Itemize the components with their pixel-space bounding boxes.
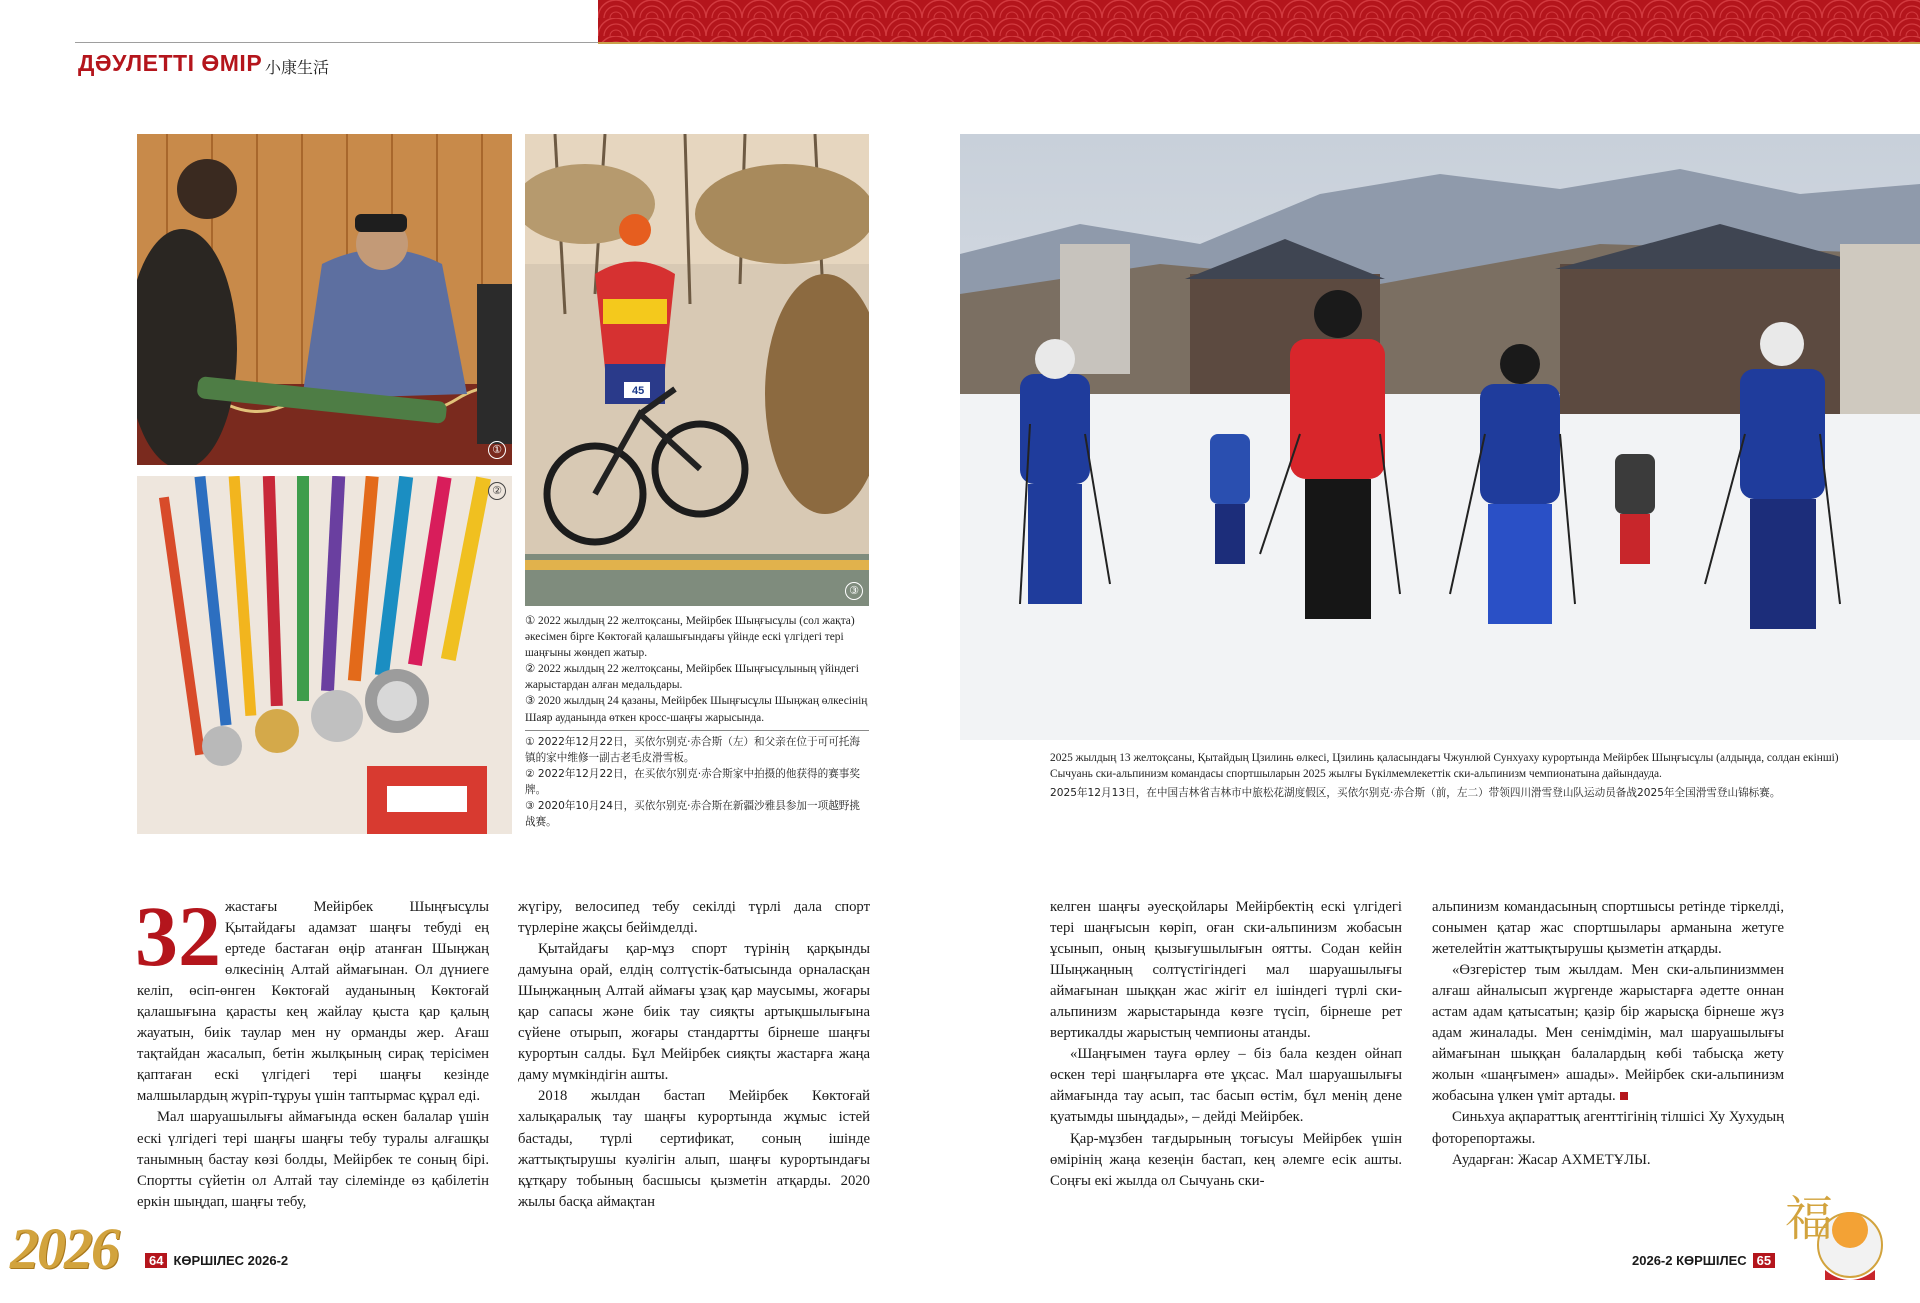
article-column-1	[135, 888, 489, 1213]
dropcap-number: 32	[135, 888, 221, 984]
wave-pattern-icon	[598, 0, 1920, 42]
end-of-article-icon	[1620, 1092, 1628, 1100]
article-paragraph: Мал шаруашылығы аймағында өскен балалар үшін ескі үлгідегі тері шаңғы шаңғы тебу туралы алғашқы танымның бастау көзі болды, Мейірбек те соның бірі. Спортты сүйетін ол Алтай тау сілемінде өз қабілетін еркін шыңдап, шаңғы тебу,	[137, 1109, 489, 1210]
header-red-band	[598, 0, 1920, 42]
header-gold-line	[598, 42, 1920, 44]
article-column-3	[1050, 897, 1402, 1192]
photo-number-1: ①	[488, 441, 506, 459]
caption-kz-2: ② 2022 жылдың 22 желтоқсаны, Мейірбек Шыңғысұлының үйіндегі жарыстардан алған медальдары.	[525, 663, 859, 692]
article-quote-text: «Өзгерістер тым жылдам. Мен ски-альпинизммен алғаш айналысып жүргенде жарыстарға әдетте оннан астам адам қатысатын; қазір бір жарысқа бірнеше жүз адам жиналады. Мен сенімдімін, мал шаруашылығы аймағынан шыққан балалардың көбі табысқа жету жолын «шаңғымен» ашады». Мейірбек ски-альпинизм жобасына үлкен үміт артады.	[1432, 962, 1784, 1105]
section-title-cn: 小康生活	[265, 58, 330, 77]
footer-right-folio	[1632, 1253, 1775, 1268]
article-paragraph: келген шаңғы әуесқойлары Мейірбектің ескі үлгідегі тері шаңғысын көріп, оған ски-альпинизм жобасын ұсынып, оның қызығушылығын оятты. Содан кейін Шыңжаңның солтүстігіндегі мал шаруашылығы аймағынан шыққан жас жігіт ел ішіндегі түрлі ски-альпинизм жарыстарында көзге түсіп, бірнеше рет вертикалды жарыстың чемпионы атанды.	[1050, 899, 1402, 1042]
right-page-number: 65	[1753, 1253, 1775, 1268]
article-paragraph	[1432, 960, 1784, 1107]
photo-cyclist	[525, 134, 869, 606]
article-column-2	[518, 897, 870, 1213]
left-page-number: 64	[145, 1253, 167, 1268]
article-credit-translator: Аударған: Жасар АХМЕТҰЛЫ.	[1452, 1151, 1651, 1168]
photo-medals	[137, 476, 512, 834]
right-magazine-name: 2026-2 КӨРШІЛЕС	[1632, 1253, 1747, 1268]
bib-number: 45	[632, 385, 645, 397]
photo-number-3: ③	[845, 582, 863, 600]
caption-kz-1: ① 2022 жылдың 22 желтоқсаны, Мейірбек Шыңғысұлы (сол жақта) әкесімен бірге Көктоғай қалашығындағы үйінде ескі үлгідегі тері шаңғыны жөндеп жатыр.	[525, 615, 855, 660]
caption-separator	[525, 730, 869, 731]
footer-left-folio	[145, 1253, 288, 1268]
article-column-4	[1432, 897, 1784, 1171]
caption-cn-3: ③ 2020年10月24日，买依尔别克·赤合斯在新疆沙雅县参加一项越野挑战赛。	[525, 799, 860, 828]
left-caption	[525, 613, 869, 830]
right-caption	[1050, 750, 1870, 801]
caption-kz-3: ③ 2020 жылдың 24 қазаны, Мейірбек Шыңғысұлы Шыңжаң өлкесінің Шаяр ауданында өткен кросс-шаңғы жарысында.	[525, 695, 868, 724]
left-magazine-name: КӨРШІЛЕС 2026-2	[173, 1253, 289, 1268]
photo-ski-team	[960, 134, 1920, 740]
year-2026-logo: 2026	[10, 1216, 118, 1281]
article-paragraph: жүгіру, велосипед тебу секілді түрлі дала спорт түрлеріне жақсы бейімделді.	[518, 899, 870, 937]
caption-cn-2: ② 2022年12月22日，在买依尔别克·赤合斯家中拍摄的他获得的赛事奖牌。	[525, 767, 860, 796]
article-paragraph: альпинизм командасының спортшысы ретінде тіркелді, сонымен қатар жас спортшылары арманына жетуге жетелейтін жаттықтырушы қызметін атқарды.	[1432, 899, 1784, 958]
article-credit-photo: Синьхуа ақпараттық агенттігінің тілшісі Ху Хухудың фоторепортажы.	[1432, 1109, 1784, 1147]
article-paragraph: 2018 жылдан бастап Мейірбек Көктоғай халықаралық тау шаңғы курортында жұмыс істей бастады, түрлі сертификат, соның ішінде жаттықтырушы куәлігін алып, шаңғы курортындағы құтқару тобының басшысы қызметін атқарды. 2020 жылы басқа аймақтан	[518, 1088, 870, 1210]
photo-ski-repair	[137, 134, 512, 465]
article-paragraph: жастағы Мейірбек Шыңғысұлы Қытайдағы адамзат шаңғы тебуді ең ертеде бастаған өңір атанған Шыңжаң өлкесінің Алтай аймағынан. Ол дүниеге келіп, өсіп-өнген Көктоғай ауданының Көктоғай қалашығына қарасты кең жайлау қыста қар қалың жауатын, биік таулар мен ну орманды жер. Ағаш тақтайдан жасалып, бетін жылқының сирақ терісімен қаптаған ескі үлгідегі тері шаңғы кезінде малшылардың жүріп-тұруы үшін таптырмас құрал еді.	[137, 899, 489, 1105]
article-paragraph: «Шаңғымен тауға өрлеу – біз бала кезден ойнап өскен тері шаңғыларға өте ұқсас. Мал шаруашылығы аймағында тау асып, тас басып өстім, бұл менің дене қуатымды шыңдады», – дейді Мейірбек.	[1050, 1046, 1402, 1126]
caption-cn-1: ① 2022年12月22日，买依尔别克·赤合斯（左）和父亲在位于可可托海镇的家中维修一副古老毛皮滑雪板。	[525, 735, 860, 764]
photo-number-2: ②	[488, 482, 506, 500]
svg-text:福: 福	[1785, 1191, 1834, 1247]
article-paragraph: Қытайдағы қар-мұз спорт түрінің қарқынды дамуына орай, елдің солтүстік-батысында орналасқан Шыңжаңның Алтай аймағы ұзақ қар маусымы, жоғары қар сапасы және биік тау сияқты артықшылығына сүйене отырып, жоғары стандартты бірнеше шаңғы курортын салды. Бұл Мейірбек сияқты жастарға жаңа даму мүмкіндігін ашты.	[518, 941, 870, 1084]
section-title: ДӘУЛЕТТІ ӨМІР	[78, 50, 263, 76]
right-caption-kz: 2025 жылдың 13 желтоқсаны, Қытайдың Цзилинь өлкесі, Цзилинь қаласындағы Чжунлюй Сунхуаху курортында Мейірбек Шыңғысұлы (алдыңда, солдан екінші) Сычуань ски-альпинизм командасы спортшыларын 2025 жылғы Бүкілмемлекеттік ски-альпинизм чемпионатына дайындауда.	[1050, 752, 1839, 781]
header-rule	[75, 42, 598, 43]
right-caption-cn: 2025年12月13日，在中国吉林省吉林市中旅松花湖度假区，买依尔别克·赤合斯（前，左二）带领四川滑雪登山队运动员备战2025年全国滑雪登山锦标赛。	[1050, 787, 1781, 800]
fortune-tiger-mascot-icon	[1780, 1180, 1890, 1290]
article-paragraph: Қар-мұзбен тағдырының тоғысуы Мейірбек үшін өмірінің жаңа кезеңін бастап, кең әлемге есік ашты. Соңғы екі жылда ол Сычуань ски-	[1050, 1130, 1402, 1189]
